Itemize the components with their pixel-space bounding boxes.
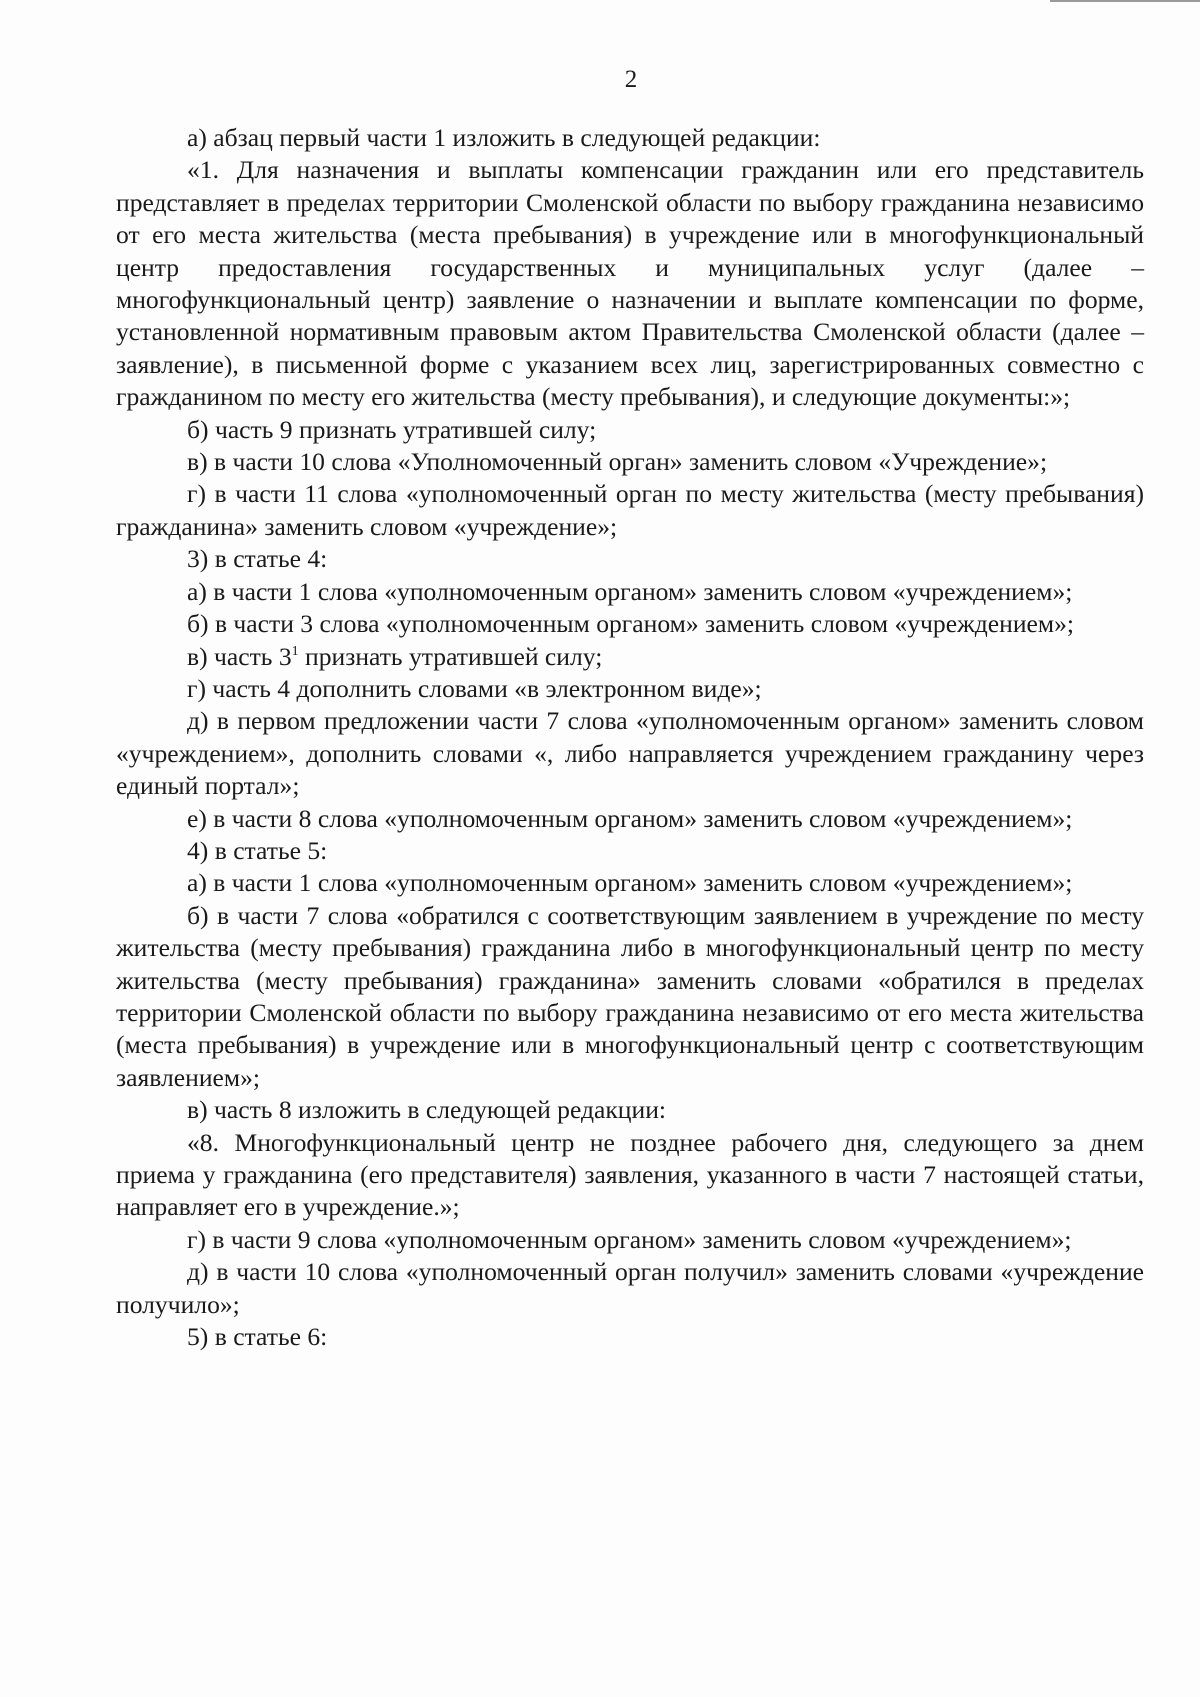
scan-edge-line <box>1050 0 1200 2</box>
paragraph: 5) в статье 6: <box>187 1322 328 1352</box>
paragraph-with-superscript <box>116 641 1144 673</box>
superscript-number: 1 <box>291 643 299 659</box>
paragraph: г) в части 11 слова «уполномоченный орган по месту жительства (месту пребывания) гражданина» заменить словом «учреждение»; <box>116 479 1144 541</box>
paragraph-text: признать утратившей силу; <box>298 641 603 671</box>
paragraph: д) в части 10 слова «уполномоченный орган получил» заменить словами «учреждение получило»; <box>116 1257 1144 1319</box>
paragraph: е) в части 8 слова «уполномоченным органом» заменить словом «учреждением»; <box>187 803 1073 833</box>
paragraph: г) в части 9 слова «уполномоченным органом» заменить словом «учреждением»; <box>187 1224 1072 1254</box>
paragraph: в) в части 10 слова «Уполномоченный орган» заменить словом «Учреждение»; <box>187 447 1048 477</box>
paragraph: в) часть 8 изложить в следующей редакции: <box>187 1095 666 1125</box>
paragraph: б) в части 3 слова «уполномоченным органом» заменить словом «учреждением»; <box>187 609 1075 639</box>
paragraph: а) абзац первый части 1 изложить в следующей редакции: <box>187 123 821 152</box>
paragraph: г) часть 4 дополнить словами «в электронном виде»; <box>187 673 762 703</box>
paragraph: 3) в статье 4: <box>187 544 328 574</box>
page-number: 2 <box>624 66 638 93</box>
paragraph-text: в) часть 3 <box>187 641 292 671</box>
paragraph: «8. Многофункциональный центр не позднее рабочего дня, следующего за днем приема у гражданина (его представителя) заявления, указанного в части 7 настоящей статьи, направляет его в учреждение.»; <box>116 1127 1144 1222</box>
paragraph: 4) в статье 5: <box>187 835 328 865</box>
paragraph: «1. Для назначения и выплаты компенсации гражданин или его представитель представляет в пределах территории Смоленской области по выбору гражданина независимо от его места жительства (места пребывания) в учреждение или в многофункциональный центр предоставления государственных и муниципальных услуг (далее – многофункциональный центр) заявление о назначении и выплате компенсации по форме, установленной нормативным правовым актом Правительства Смоленской области (далее – заявление), в письменной форме с указанием всех лиц, зарегистрированных совместно с гражданином по месту его жительства (месту пребывания), и следующие документы:»; <box>116 155 1144 412</box>
paragraph: д) в первом предложении части 7 слова «уполномоченным органом» заменить словом «учреждением», дополнить словами «, либо направляется учреждением гражданину через единый портал»; <box>116 706 1144 801</box>
paragraph: а) в части 1 слова «уполномоченным органом» заменить словом «учреждением»; <box>187 868 1073 898</box>
document-body <box>116 122 1144 1353</box>
paragraph: б) часть 9 признать утратившей силу; <box>187 414 597 444</box>
paragraph: а) в части 1 слова «уполномоченным органом» заменить словом «учреждением»; <box>187 576 1073 606</box>
paragraph: б) в части 7 слова «обратился с соответствующим заявлением в учреждение по месту жительства (месту пребывания) гражданина либо в многофункциональный центр по месту жительства (месту пребывания) гражданина» заменить словами «обратился в пределах территории Смоленской области по выбору гражданина независимо от его места жительства (места пребывания) в учреждение или в многофункциональный центр с соответствующим заявлением»; <box>116 900 1144 1092</box>
